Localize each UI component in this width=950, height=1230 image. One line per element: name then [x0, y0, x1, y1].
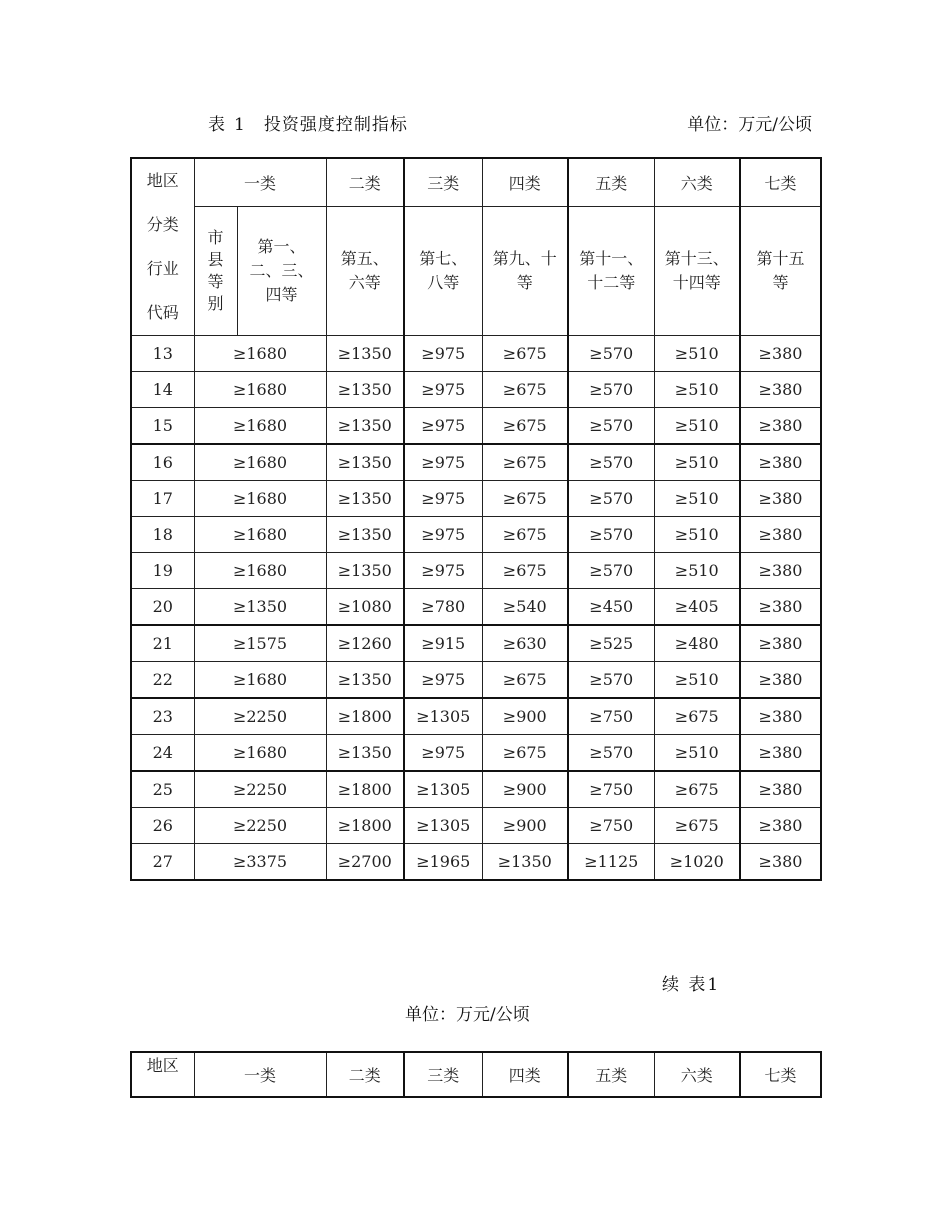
- value-cell: ≥975: [404, 481, 482, 517]
- value-cell: ≥570: [568, 444, 654, 481]
- industry-code-cell: 26: [131, 808, 194, 844]
- class-header: 二类: [326, 1052, 404, 1097]
- value-cell: ≥1800: [326, 771, 404, 808]
- industry-code-cell: 13: [131, 336, 194, 372]
- grade-header: [326, 207, 404, 336]
- class-header: 五类: [568, 158, 654, 207]
- value-cell: ≥380: [740, 662, 821, 699]
- industry-code-cell: 14: [131, 372, 194, 408]
- value-cell: ≥405: [654, 589, 740, 626]
- value-cell: ≥380: [740, 408, 821, 445]
- value-cell: ≥1260: [326, 625, 404, 662]
- value-cell: ≥2250: [194, 698, 326, 735]
- industry-code-cell: 17: [131, 481, 194, 517]
- class-header: 二类: [326, 158, 404, 207]
- value-cell: ≥1800: [326, 808, 404, 844]
- value-cell: ≥975: [404, 336, 482, 372]
- class-header: 六类: [654, 158, 740, 207]
- grade-header: [482, 207, 568, 336]
- value-cell: ≥975: [404, 444, 482, 481]
- table-row: [131, 698, 821, 735]
- continuation-label: 续 表1: [662, 975, 721, 995]
- industry-code-cell: 27: [131, 844, 194, 881]
- class-header: 三类: [404, 158, 482, 207]
- industry-code-cell: 21: [131, 625, 194, 662]
- table-row: [131, 589, 821, 626]
- value-cell: ≥915: [404, 625, 482, 662]
- grade-label: 第九、十等: [492, 249, 557, 292]
- corner-line: 地区: [146, 171, 179, 190]
- value-cell: ≥1350: [326, 444, 404, 481]
- city-grade-header: [194, 207, 237, 336]
- value-cell: ≥1680: [194, 408, 326, 445]
- value-cell: ≥510: [654, 372, 740, 408]
- class-header: 四类: [482, 158, 568, 207]
- grade-label: 第十三、十四等: [664, 249, 729, 292]
- value-cell: ≥2700: [326, 844, 404, 881]
- value-cell: ≥900: [482, 808, 568, 844]
- value-cell: ≥1350: [326, 517, 404, 553]
- value-cell: ≥975: [404, 553, 482, 589]
- value-cell: ≥2250: [194, 771, 326, 808]
- value-cell: ≥510: [654, 444, 740, 481]
- table-number: 1: [234, 115, 246, 135]
- table-title: [208, 110, 408, 135]
- value-cell: ≥3375: [194, 844, 326, 881]
- value-cell: ≥1350: [482, 844, 568, 881]
- class-header: 三类: [404, 1052, 482, 1097]
- value-cell: ≥675: [482, 372, 568, 408]
- value-cell: ≥1350: [326, 372, 404, 408]
- value-cell: ≥1680: [194, 481, 326, 517]
- table-label: 表: [208, 115, 226, 135]
- value-cell: ≥540: [482, 589, 568, 626]
- value-cell: ≥675: [482, 662, 568, 699]
- value-cell: ≥1020: [654, 844, 740, 881]
- value-cell: ≥1350: [194, 589, 326, 626]
- value-cell: ≥510: [654, 735, 740, 772]
- header-row-grades: [131, 207, 821, 336]
- industry-code-cell: 19: [131, 553, 194, 589]
- value-cell: ≥1680: [194, 444, 326, 481]
- grade-header: [568, 207, 654, 336]
- value-cell: ≥1350: [326, 553, 404, 589]
- table-row: [131, 444, 821, 481]
- table-row: [131, 517, 821, 553]
- corner-line: 代码: [146, 303, 179, 322]
- industry-code-cell: 23: [131, 698, 194, 735]
- value-cell: ≥380: [740, 444, 821, 481]
- grade-header: [404, 207, 482, 336]
- value-cell: ≥510: [654, 481, 740, 517]
- value-cell: ≥1350: [326, 481, 404, 517]
- unit-label: 单位：万元/公顷: [687, 115, 812, 135]
- value-cell: ≥1680: [194, 336, 326, 372]
- class-header: 四类: [482, 1052, 568, 1097]
- value-cell: ≥1800: [326, 698, 404, 735]
- value-cell: ≥750: [568, 771, 654, 808]
- value-cell: ≥525: [568, 625, 654, 662]
- table-row: [131, 735, 821, 772]
- value-cell: ≥975: [404, 408, 482, 445]
- value-cell: ≥1680: [194, 517, 326, 553]
- value-cell: ≥480: [654, 625, 740, 662]
- table-row: [131, 808, 821, 844]
- table-row: [131, 336, 821, 372]
- value-cell: ≥570: [568, 481, 654, 517]
- table-row: [131, 553, 821, 589]
- table-title-row: [130, 110, 820, 136]
- value-cell: ≥380: [740, 808, 821, 844]
- value-cell: ≥1575: [194, 625, 326, 662]
- value-cell: ≥1305: [404, 698, 482, 735]
- value-cell: ≥510: [654, 408, 740, 445]
- value-cell: ≥675: [482, 408, 568, 445]
- table-row: [131, 372, 821, 408]
- class-header: 六类: [654, 1052, 740, 1097]
- table-row: [131, 408, 821, 445]
- value-cell: ≥1680: [194, 553, 326, 589]
- value-cell: ≥1125: [568, 844, 654, 881]
- value-cell: ≥570: [568, 735, 654, 772]
- value-cell: ≥780: [404, 589, 482, 626]
- value-cell: ≥630: [482, 625, 568, 662]
- value-cell: ≥675: [654, 698, 740, 735]
- value-cell: ≥570: [568, 662, 654, 699]
- value-cell: ≥380: [740, 517, 821, 553]
- investment-intensity-table: [130, 157, 822, 881]
- table-row: [131, 771, 821, 808]
- value-cell: ≥570: [568, 372, 654, 408]
- value-cell: ≥380: [740, 698, 821, 735]
- value-cell: ≥975: [404, 662, 482, 699]
- industry-code-cell: 16: [131, 444, 194, 481]
- class-header: 一类: [194, 1052, 326, 1097]
- value-cell: ≥1305: [404, 771, 482, 808]
- table-title-text: 投资强度控制指标: [263, 115, 408, 135]
- class-header: 一类: [194, 158, 326, 207]
- industry-code-cell: 22: [131, 662, 194, 699]
- value-cell: ≥675: [654, 771, 740, 808]
- value-cell: ≥570: [568, 553, 654, 589]
- value-cell: ≥380: [740, 625, 821, 662]
- value-cell: ≥1680: [194, 662, 326, 699]
- value-cell: ≥750: [568, 808, 654, 844]
- value-cell: ≥1350: [326, 408, 404, 445]
- continuation-corner-cell: 地区: [131, 1052, 194, 1097]
- value-cell: ≥2250: [194, 808, 326, 844]
- corner-line: 分类: [146, 215, 179, 234]
- value-cell: ≥675: [654, 808, 740, 844]
- grade-header: [654, 207, 740, 336]
- table-row: [131, 625, 821, 662]
- value-cell: ≥510: [654, 553, 740, 589]
- continuation-table: [130, 1051, 822, 1098]
- grade-label: 第十五等: [756, 249, 805, 292]
- value-cell: ≥1305: [404, 808, 482, 844]
- value-cell: ≥1680: [194, 735, 326, 772]
- value-cell: ≥975: [404, 372, 482, 408]
- value-cell: ≥380: [740, 553, 821, 589]
- value-cell: ≥1680: [194, 372, 326, 408]
- value-cell: ≥570: [568, 408, 654, 445]
- value-cell: ≥900: [482, 771, 568, 808]
- value-cell: ≥675: [482, 336, 568, 372]
- industry-code-cell: 24: [131, 735, 194, 772]
- value-cell: ≥380: [740, 844, 821, 881]
- value-cell: ≥675: [482, 735, 568, 772]
- class-header: 五类: [568, 1052, 654, 1097]
- table-row: [131, 481, 821, 517]
- continuation-header-row: [131, 1052, 821, 1097]
- value-cell: ≥675: [482, 517, 568, 553]
- grade-header: [237, 207, 326, 336]
- grade-label: 第一、二、三、四等: [249, 237, 314, 304]
- value-cell: ≥380: [740, 735, 821, 772]
- industry-code-cell: 20: [131, 589, 194, 626]
- corner-header-cell: [131, 158, 194, 336]
- class-header: 七类: [740, 1052, 821, 1097]
- grade-label: 第七、八等: [419, 249, 468, 292]
- industry-code-cell: 25: [131, 771, 194, 808]
- value-cell: ≥510: [654, 517, 740, 553]
- value-cell: ≥380: [740, 771, 821, 808]
- table-row: [131, 662, 821, 699]
- value-cell: ≥675: [482, 553, 568, 589]
- value-cell: ≥570: [568, 336, 654, 372]
- class-header: 七类: [740, 158, 821, 207]
- value-cell: ≥510: [654, 662, 740, 699]
- value-cell: ≥450: [568, 589, 654, 626]
- value-cell: ≥510: [654, 336, 740, 372]
- value-cell: ≥1350: [326, 336, 404, 372]
- value-cell: ≥1350: [326, 662, 404, 699]
- grade-header: [740, 207, 821, 336]
- header-row-classes: [131, 158, 821, 207]
- value-cell: ≥750: [568, 698, 654, 735]
- value-cell: ≥900: [482, 698, 568, 735]
- grade-label: 第五、六等: [340, 249, 389, 292]
- value-cell: ≥380: [740, 372, 821, 408]
- value-cell: ≥380: [740, 336, 821, 372]
- value-cell: ≥975: [404, 517, 482, 553]
- value-cell: ≥675: [482, 444, 568, 481]
- value-cell: ≥380: [740, 481, 821, 517]
- continuation-unit-label: 单位：万元/公顷: [405, 1005, 530, 1025]
- grade-label: 第十一、十二等: [579, 249, 644, 292]
- value-cell: ≥1080: [326, 589, 404, 626]
- value-cell: ≥380: [740, 589, 821, 626]
- value-cell: ≥975: [404, 735, 482, 772]
- value-cell: ≥570: [568, 517, 654, 553]
- value-cell: ≥675: [482, 481, 568, 517]
- industry-code-cell: 15: [131, 408, 194, 445]
- table-row: [131, 844, 821, 881]
- value-cell: ≥1965: [404, 844, 482, 881]
- industry-code-cell: 18: [131, 517, 194, 553]
- corner-line: 行业: [146, 259, 179, 278]
- city-grade-label: 市县等别: [207, 228, 224, 313]
- value-cell: ≥1350: [326, 735, 404, 772]
